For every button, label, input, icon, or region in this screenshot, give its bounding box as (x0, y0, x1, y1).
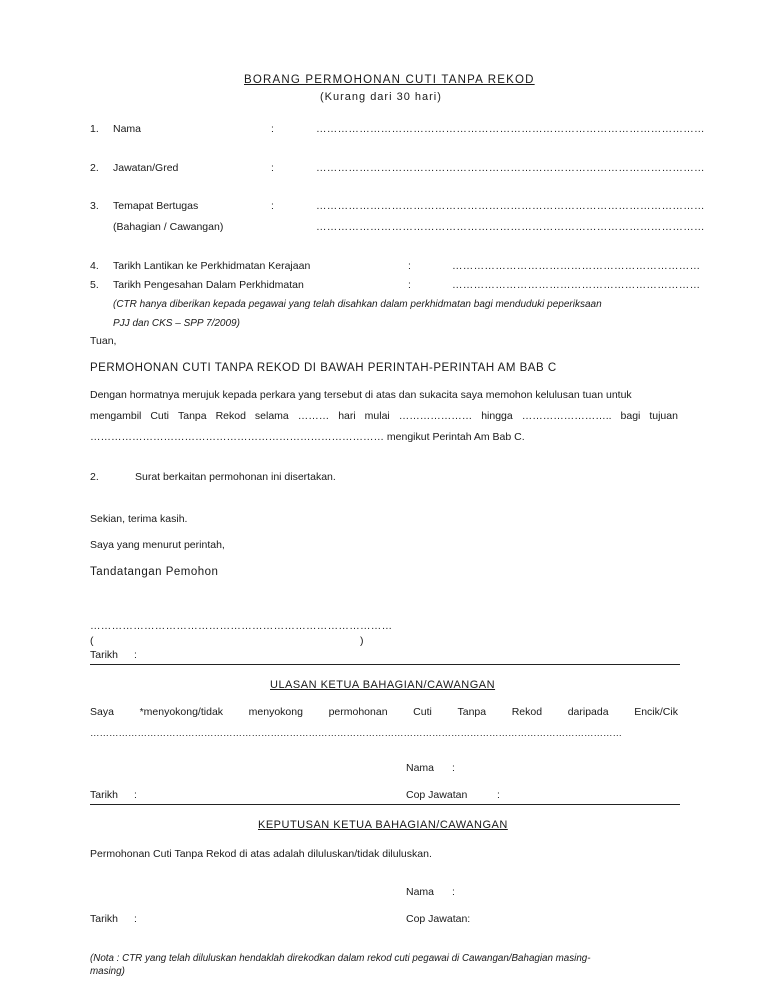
word: bagi (620, 410, 641, 422)
word: hari (338, 410, 356, 422)
word: Tanpa (177, 410, 207, 422)
keputusan-tarikh-colon: : (134, 913, 137, 925)
word: Rekod (511, 706, 543, 718)
field-number: 4. (90, 260, 99, 272)
field-number: 1. (90, 123, 99, 135)
ulasan-title: ULASAN KETUA BAHAGIAN/CAWANGAN (270, 679, 496, 691)
ulasan-nama-colon: : (452, 762, 455, 774)
keputusan-cop-label: Cop Jawatan: (406, 913, 471, 925)
salutation: Tuan, (90, 335, 117, 347)
closing-yours: Saya yang menurut perintah, (90, 539, 225, 551)
field-input-line[interactable]: ……………………………………………………………………………………………… (316, 162, 705, 174)
word: tujuan (649, 410, 678, 422)
field-label: Temapat Bertugas (113, 200, 199, 212)
word: selama (254, 410, 289, 422)
support-option[interactable]: *menyokong/tidak (139, 706, 224, 718)
word: Rekod (215, 410, 246, 422)
name-paren-close: ) (360, 635, 364, 647)
word: Cuti (150, 410, 170, 422)
keputusan-tarikh-label: Tarikh (90, 913, 119, 925)
signature-line[interactable]: ………………………………………………………………………… (90, 620, 393, 632)
word: daripada (567, 706, 609, 718)
word: Encik/Cik (634, 706, 678, 718)
field-input-line[interactable]: …………………………………………………………… (452, 260, 701, 272)
field-colon: : (408, 260, 411, 272)
ctr-note-line1: (CTR hanya diberikan kepada pegawai yang telah disahkan dalam perkhidmatan bagi menduduki peperiksaan (113, 299, 602, 310)
word: hingga (481, 410, 513, 422)
duration-input-line[interactable]: ……… (297, 410, 330, 422)
signature-label: Tandatangan Pemohon (90, 566, 219, 578)
ulasan-statement (90, 706, 678, 718)
field-colon: : (271, 200, 274, 212)
field-number: 5. (90, 279, 99, 291)
field-input-line[interactable]: …………………………………………………………… (452, 279, 701, 291)
keputusan-text: Permohonan Cuti Tanpa Rekod di atas adalah diluluskan/tidak diluluskan. (90, 848, 432, 860)
word: menyokong (248, 706, 303, 718)
word: mulai (364, 410, 390, 422)
tarikh-label: Tarikh (90, 649, 119, 661)
field-label: Tarikh Lantikan ke Perkhidmatan Kerajaan (113, 260, 311, 272)
form-title: BORANG PERMOHONAN CUTI TANPA REKOD (244, 74, 535, 86)
form-subtitle: (Kurang dari 30 hari) (320, 91, 442, 103)
field-input-line[interactable]: ……………………………………………………………………………………………… (316, 221, 705, 233)
word: mengambil (90, 410, 142, 422)
footnote-line1: (Nota : CTR yang telah diluluskan hendaklah direkodkan dalam rekod cuti pegawai di Cawangan/Bahagian masing- (90, 953, 591, 964)
word: Cuti (413, 706, 432, 718)
closing-thanks: Sekian, terima kasih. (90, 513, 188, 525)
ulasan-tarikh-colon: : (134, 789, 137, 801)
field-sublabel: (Bahagian / Cawangan) (113, 221, 224, 233)
ulasan-cop-label: Cop Jawatan (406, 789, 468, 801)
word: permohonan (328, 706, 388, 718)
para1-line3[interactable]: ………………………………………………………………………… mengikut Perintah Am Bab C. (90, 431, 525, 443)
section-divider (90, 804, 680, 805)
field-input-line[interactable]: ……………………………………………………………………………………………… (316, 200, 705, 212)
word: Tanpa (457, 706, 487, 718)
field-label: Nama (113, 123, 142, 135)
keputusan-nama-colon: : (452, 886, 455, 898)
field-colon: : (408, 279, 411, 291)
para2-text: Surat berkaitan permohonan ini disertakan. (135, 471, 336, 483)
keputusan-nama-label: Nama (406, 886, 435, 898)
end-date-input-line[interactable]: …………………….. (521, 410, 612, 422)
ulasan-cop-colon: : (497, 789, 500, 801)
para1-line1: Dengan hormatnya merujuk kepada perkara yang tersebut di atas dan sukacita saya memohon kelulusan tuan untuk (90, 389, 632, 401)
field-number: 3. (90, 200, 99, 212)
field-input-line[interactable]: ……………………………………………………………………………………………… (316, 123, 705, 135)
para1-line2 (90, 410, 678, 422)
tarikh-colon: : (134, 649, 137, 661)
ctr-note-line2: PJJ dan CKS – SPP 7/2009) (113, 318, 240, 329)
letter-heading: PERMOHONAN CUTI TANPA REKOD DI BAWAH PERINTAH-PERINTAH AM BAB C (90, 362, 557, 374)
ulasan-tarikh-label: Tarikh (90, 789, 119, 801)
keputusan-title: KEPUTUSAN KETUA BAHAGIAN/CAWANGAN (258, 819, 508, 831)
field-number: 2. (90, 162, 99, 174)
field-label: Jawatan/Gred (113, 162, 179, 174)
word: Saya (90, 706, 114, 718)
para2-number: 2. (90, 471, 99, 483)
name-paren-open: ( (90, 635, 94, 647)
section-divider (90, 664, 680, 665)
ulasan-input-line[interactable]: …………………………………………………………………………………………………………………………………………………… (90, 728, 622, 739)
field-colon: : (271, 123, 274, 135)
start-date-input-line[interactable]: ………………… (398, 410, 473, 422)
footnote-line2: masing) (90, 966, 125, 977)
field-colon: : (271, 162, 274, 174)
field-label: Tarikh Pengesahan Dalam Perkhidmatan (113, 279, 304, 291)
ulasan-nama-label: Nama (406, 762, 435, 774)
